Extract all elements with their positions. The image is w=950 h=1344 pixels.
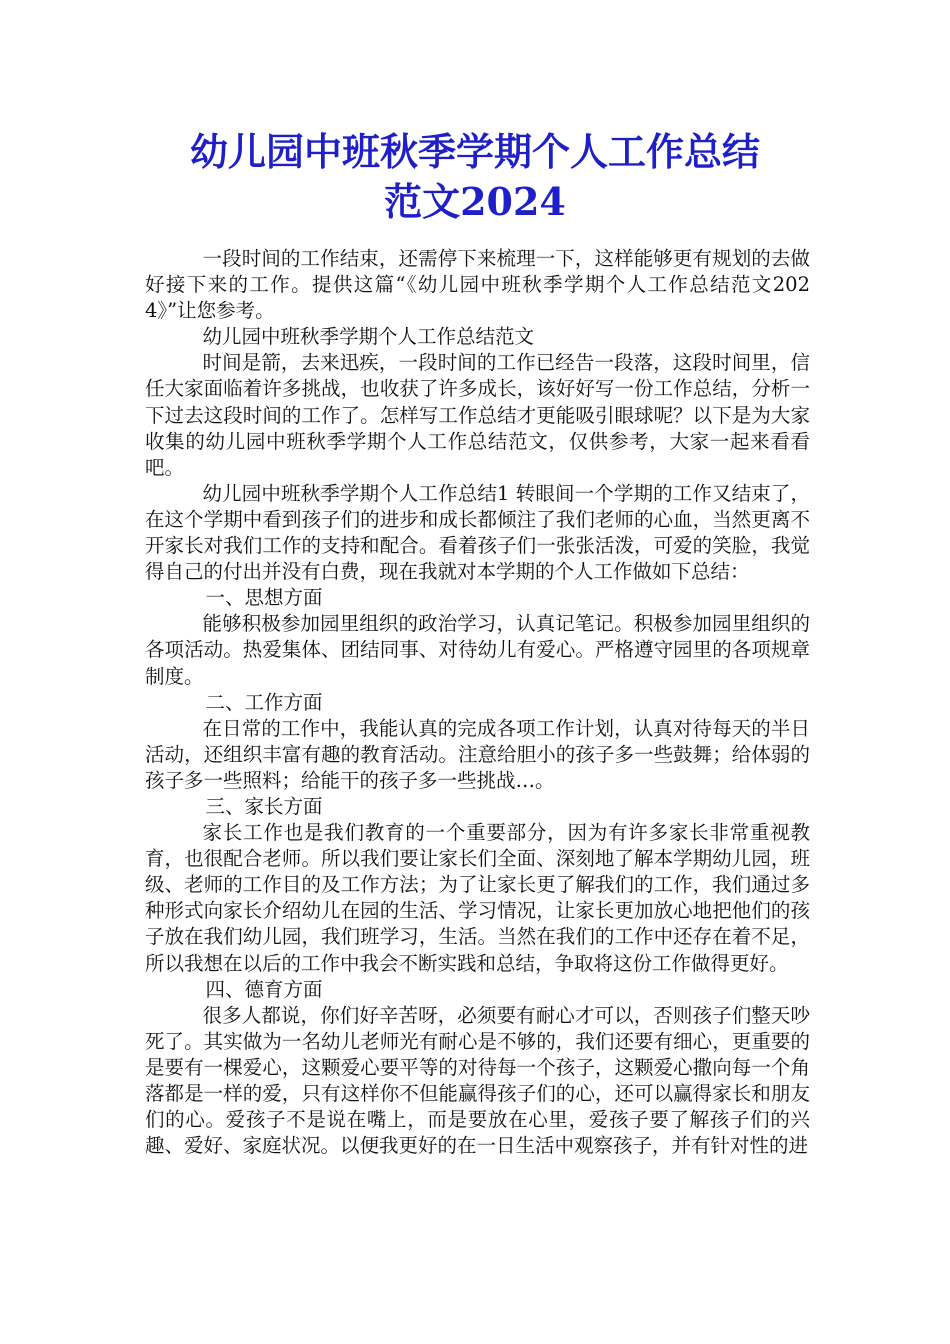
section-moral-paragraph: 很多人都说，你们好辛苦呀，必须要有耐心才可以，否则孩子们整天吵死了。其实做为一名幼儿老师光有耐心是不够的，我们还要有细心，更重要的是要有一棵爱心，这颗爱心要平等的对待每一个孩子，这颗爱心撒向每一个角落都是一样的爱，只有这样你不但能赢得孩子们的心，还可以赢得家长和朋友们的心。爱孩子不是说在嘴上，而是要放在心里，爱孩子要了解孩子们的兴趣、爱好、家庭状况。以便我更好的在一日生活中观察孩子，并有针对性的进	[145, 1003, 810, 1158]
section-heading-thought: 一、思想方面	[205, 586, 323, 610]
section-work-paragraph: 在日常的工作中，我能认真的完成各项工作计划，认真对待每天的半日活动，还组织丰富有趣的教育活动。注意给胆小的孩子多一些鼓舞；给体弱的孩子多一些照料；给能干的孩子多一些挑战…。	[145, 716, 810, 792]
intro-paragraph: 一段时间的工作结束，还需停下来梳理一下，这样能够更有规划的去做好接下来的工作。提供这篇“《幼儿园中班秋季学期个人工作总结范文2024》”让您参考。	[145, 247, 810, 323]
subtitle-paragraph: 幼儿园中班秋季学期个人工作总结范文	[202, 325, 535, 349]
section-thought-paragraph: 能够积极参加园里组织的政治学习，认真记笔记。积极参加园里组织的各项活动。热爱集体、团结同事、对待幼儿有爱心。严格遵守园里的各项规章制度。	[145, 612, 810, 688]
section-heading-moral: 四、德育方面	[205, 977, 323, 1001]
section-heading-parents: 三、家长方面	[205, 794, 323, 818]
preface-paragraph: 时间是箭，去来迅疾，一段时间的工作已经告一段落，这段时间里，信任大家面临着许多挑战，也收获了许多成长，该好好写一份工作总结，分析一下过去这段时间的工作了。怎样写工作总结才更能吸引眼球呢？以下是为大家收集的幼儿园中班秋季学期个人工作总结范文，仅供参考，大家一起来看看吧。	[145, 351, 810, 479]
document-body	[145, 246, 810, 1159]
document-title-line-1: 幼儿园中班秋季学期个人工作总结	[189, 129, 760, 174]
section-heading-work: 二、工作方面	[205, 690, 323, 714]
document-title-line-2: 范文2024	[384, 179, 566, 224]
section-parents-paragraph: 家长工作也是我们教育的一个重要部分，因为有许多家长非常重视教育，也很配合老师。所以我们要让家长们全面、深刻地了解本学期幼儿园，班级、老师的工作目的及工作方法；为了让家长更了解我们的工作，我们通过多种形式向家长介绍幼儿在园的生活、学习情况，让家长更加放心地把他们的孩子放在我们幼儿园，我们班学习，生活。当然在我们的工作中还存在着不足，所以我想在以后的工作中我会不断实践和总结，争取将这份工作做得更好。	[145, 821, 810, 975]
summary-1-paragraph: 幼儿园中班秋季学期个人工作总结1 转眼间一个学期的工作又结束了，在这个学期中看到孩子们的进步和成长都倾注了我们老师的心血，当然更离不开家长对我们工作的支持和配合。看着孩子们一张张活泼，可爱的笑脸，我觉得自己的付出并没有白费，现在我就对本学期的个人工作做如下总结：	[145, 481, 810, 584]
